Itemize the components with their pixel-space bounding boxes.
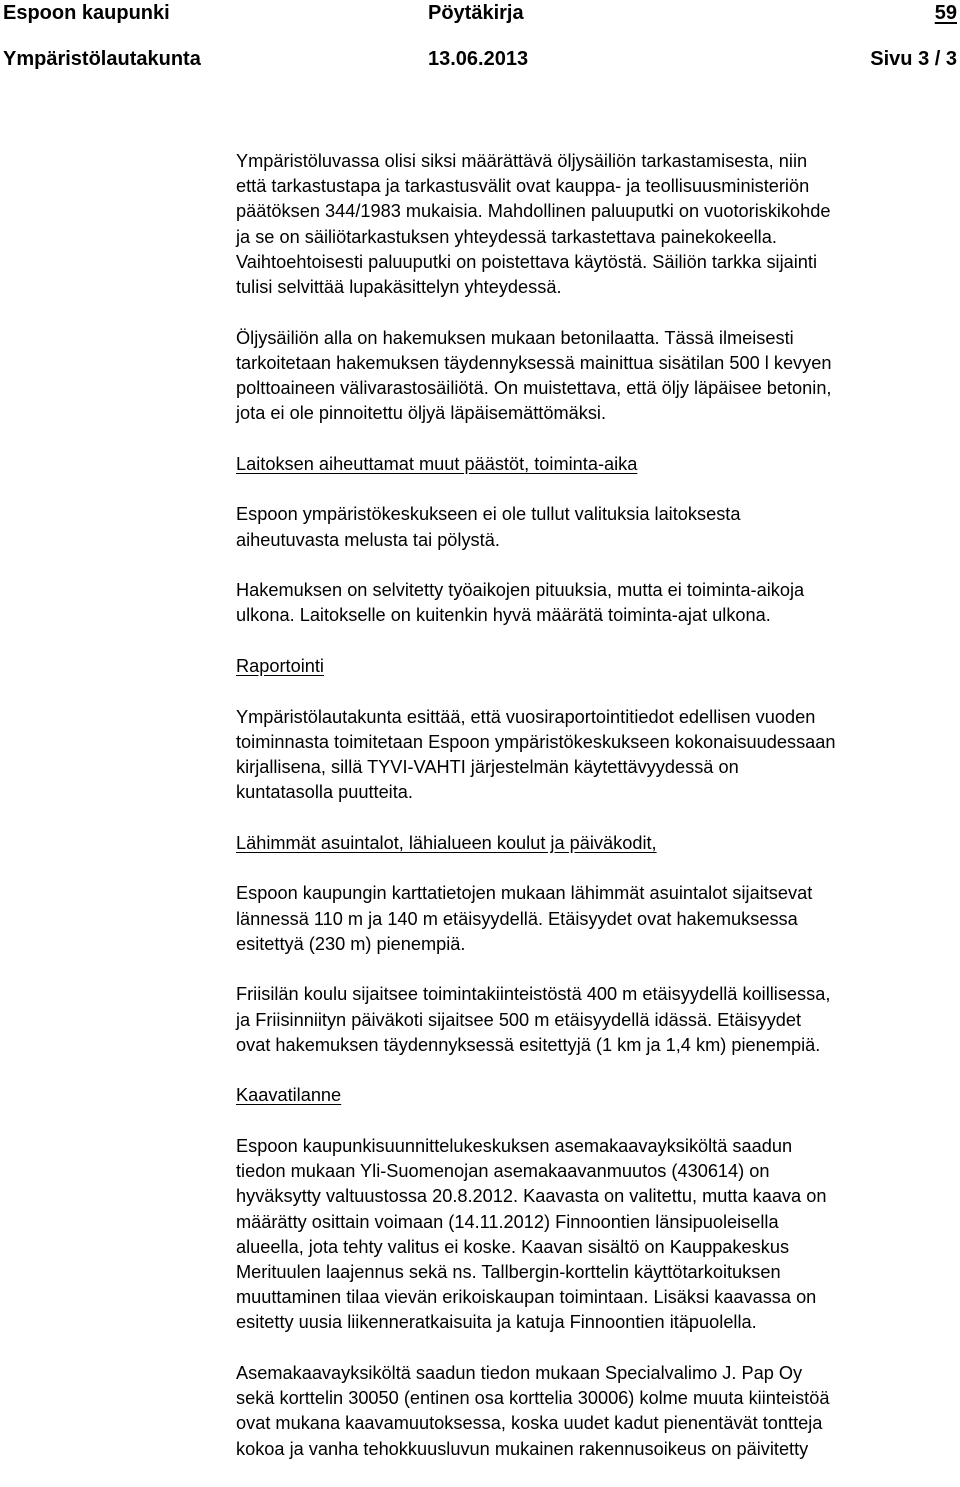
text-line: esitetty uusia liikenneratkaisuita ja katuja Finnoontien itäpuolella. (236, 1312, 757, 1333)
text-line: ulkona. Laitokselle on kuitenkin hyvä määrätä toiminta-ajat ulkona. (236, 605, 771, 626)
section-heading-zoning: Kaavatilanne (236, 1085, 342, 1106)
text-line: Espoon kaupungin karttatietojen mukaan lähimmät asuintalot sijaitsevat (236, 883, 813, 904)
text-line: Espoon ympäristökeskukseen ei ole tullut valituksia laitoksesta (236, 504, 741, 525)
paragraph-zoning-change (236, 1361, 960, 1462)
text-line: tarkoitetaan hakemuksen täydennyksessä mainittua sisätilan 500 l kevyen (236, 352, 832, 373)
text-line: lännessä 110 m ja 140 m etäisyydellä. Etäisyydet ovat hakemuksessa (236, 908, 798, 929)
text-line: Ympäristölautakunta esittää, että vuosiraportointitiedot edellisen vuoden (236, 706, 816, 727)
header-top-row (0, 1, 960, 29)
text-line: alueella, jota tehty valitus ei koske. Kaavan sisältö on Kauppakeskus (236, 1236, 790, 1257)
text-line: tiedon mukaan Yli-Suomenojan asemakaavanmuutos (430614) on (236, 1161, 770, 1182)
paragraph-complaints (236, 502, 960, 552)
text-line: Merituulen laajennus sekä ns. Tallbergin-korttelin käyttötarkoituksen (236, 1262, 781, 1282)
paragraph-nearest-houses (236, 881, 960, 957)
text-line: muuttaminen tilaa vievän erikoiskaupan toimintaan. Lisäksi kaavassa on (236, 1287, 817, 1308)
text-line: Vaihtoehtoisesti paluuputki on poistettava käytöstä. Säiliön tarkka sijainti (236, 251, 817, 272)
text-line: Hakemuksen on selvitetty työaikojen pituuksia, mutta ei toiminta-aikoja (236, 580, 805, 601)
text-line: päätöksen 344/1983 mukaisia. Mahdollinen paluuputki on vuotoriskikohde (236, 201, 831, 222)
meeting-date: 13.06.2013 (428, 48, 529, 70)
text-line: ovat hakemuksen täydennyksessä esitettyjä (1 km ja 1,4 km) pienempiä. (236, 1034, 821, 1055)
text-line: Öljysäiliön alla on hakemuksen mukaan betonilaatta. Tässä ilmeisesti (236, 327, 794, 348)
header-second-row (0, 47, 960, 75)
text-line: ja se on säiliötarkastuksen yhteydessä tarkastettava painekokeella. (236, 226, 777, 247)
item-number: 59 (934, 2, 957, 24)
section-heading-reporting: Raportointi (236, 656, 324, 676)
paragraph-oil-tank-inspection (236, 149, 960, 300)
page-indicator: Sivu 3 / 3 (870, 48, 957, 70)
text-line: toiminnasta toimitetaan Espoon ympäristökeskukseen kokonaisuudessaan (236, 731, 836, 752)
text-line: että tarkastustapa ja tarkastusvälit ovat kauppa- ja teollisuusministeriön (236, 176, 810, 197)
organization-name: Espoon kaupunki (3, 2, 170, 24)
text-line: esitettyä (230 m) pienempiä. (236, 933, 466, 954)
text-line: kuntatasolla puutteita. (236, 782, 413, 803)
text-line: polttoaineen välivarastosäiliötä. On muistettava, että öljy läpäisee betonin, (236, 378, 832, 399)
section-heading-neighbors: Lähimmät asuintalot, lähialueen koulut ja päiväkodit, (236, 832, 657, 853)
section-heading-emissions: Laitoksen aiheuttamat muut päästöt, toiminta-aika (236, 453, 638, 474)
text-line: hyväksytty valtuustossa 20.8.2012. Kaavasta on valitettu, mutta kaava on (236, 1186, 827, 1207)
text-line: määrätty osittain voimaan (14.11.2012) Finnoontien länsipuoleisella (236, 1211, 779, 1232)
text-line: aiheutuvasta melusta tai pölystä. (236, 529, 500, 550)
document-type: Pöytäkirja (428, 2, 524, 24)
paragraph-annual-reporting (236, 705, 960, 806)
text-line: ovat mukana kaavamuutoksessa, koska uudet kadut pienentävät tontteja (236, 1413, 823, 1434)
text-line: sekä korttelin 30050 (entinen osa korttelia 30006) kolme muuta kiinteistöä (236, 1388, 830, 1409)
text-line: jota ei ole pinnoitettu öljyä läpäisemättömäksi. (236, 403, 607, 424)
committee-name: Ympäristölautakunta (3, 48, 201, 70)
text-line: Espoon kaupunkisuunnittelukeskuksen asemakaavayksiköltä saadun (236, 1135, 793, 1156)
text-line: kirjallisena, sillä TYVI-VAHTI järjestelmän käytettävyydessä on (236, 757, 739, 777)
paragraph-working-hours (236, 578, 960, 628)
paragraph-school-daycare (236, 982, 960, 1058)
paragraph-concrete-slab (236, 326, 960, 427)
paragraph-zoning-status (236, 1134, 960, 1336)
text-line: Asemakaavayksiköltä saadun tiedon mukaan Specialvalimo J. Pap Oy (236, 1363, 803, 1383)
text-line: Ympäristöluvassa olisi siksi määrättävä öljysäiliön tarkastamisesta, niin (236, 151, 808, 171)
text-line: Friisilän koulu sijaitsee toimintakiinteistöstä 400 m etäisyydellä koillisessa, (236, 984, 831, 1005)
text-line: tulisi selvittää lupakäsittelyn yhteydessä. (236, 277, 562, 298)
text-line: ja Friisinniityn päiväkoti sijaitsee 500 m etäisyydellä idässä. Etäisyydet (236, 1009, 802, 1030)
text-line: kokoa ja vanha tehokkuusluvun mukainen rakennusoikeus on päivitetty (236, 1438, 809, 1459)
document-body (236, 149, 960, 1487)
